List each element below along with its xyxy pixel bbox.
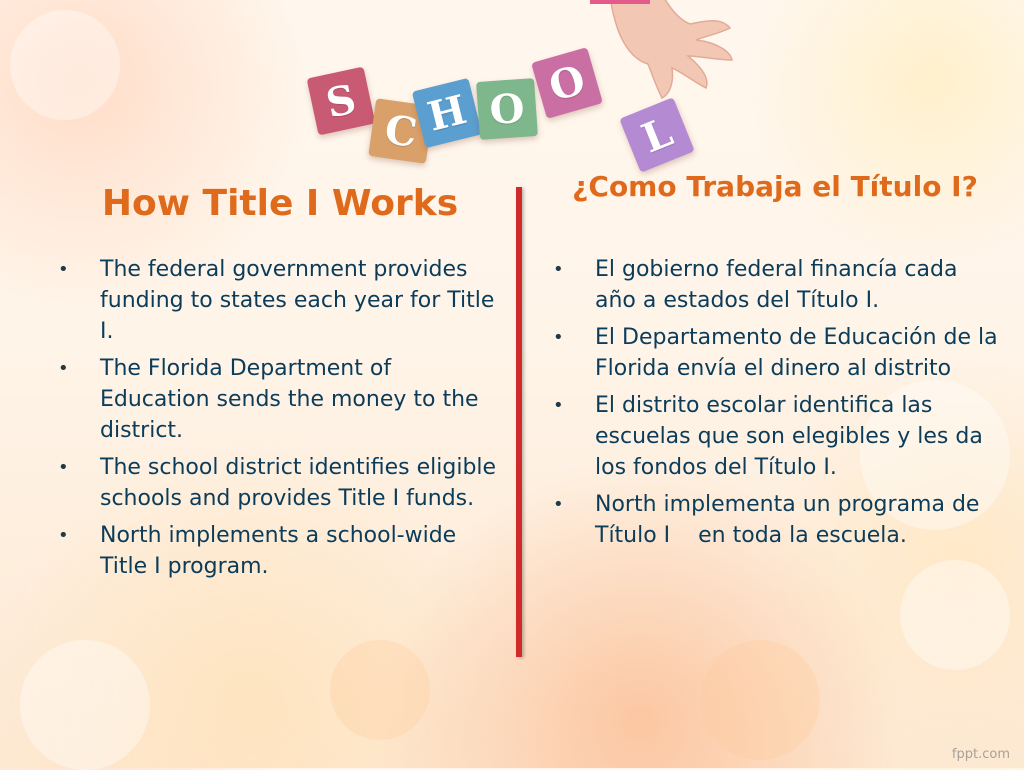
bullet-text: El distrito escolar identifica las escuelas que son elegibles y les da los fondos del Título I. <box>595 393 983 480</box>
right-column-title: ¿Como Trabaja el Título I? <box>572 170 978 203</box>
bokeh-circle <box>20 640 150 770</box>
bullet-text: The Florida Department of Education sends the money to the district. <box>100 356 479 443</box>
column-divider <box>516 187 522 657</box>
bullet-text: North implements a school-wide Title I program. <box>100 523 457 579</box>
list-item <box>58 520 503 582</box>
bullet-marker: • <box>553 327 564 348</box>
bullet-marker: • <box>58 358 69 379</box>
list-item <box>553 254 998 316</box>
bullet-text: El gobierno federal financía cada año a estados del Título I. <box>595 257 958 313</box>
bokeh-circle <box>900 560 1010 670</box>
left-column-title: How Title I Works <box>101 183 459 224</box>
bullet-marker: • <box>553 259 564 280</box>
bullet-marker: • <box>58 525 69 546</box>
right-bullet-list <box>553 254 998 557</box>
bokeh-circle <box>10 10 120 120</box>
list-item <box>553 390 998 483</box>
list-item <box>553 322 998 384</box>
letter-block: O <box>531 47 603 119</box>
left-bullet-list <box>58 254 503 588</box>
hand-image <box>590 0 740 120</box>
bullet-text: The federal government provides funding to states each year for Title I. <box>100 257 495 344</box>
list-item <box>58 353 503 446</box>
bokeh-circle <box>330 640 430 740</box>
bullet-text: The school district identifies eligible schools and provides Title I funds. <box>100 455 497 511</box>
letter-block: O <box>476 78 538 140</box>
list-item <box>553 489 998 551</box>
list-item <box>58 452 503 514</box>
bullet-marker: • <box>553 494 564 515</box>
letter-block: L <box>619 97 695 173</box>
bullet-marker: • <box>58 259 69 280</box>
watermark: fppt.com <box>951 747 1010 762</box>
bokeh-circle <box>700 640 820 760</box>
letter-block: C <box>368 98 434 164</box>
letter-block: S <box>307 67 376 136</box>
letter-block: H <box>412 78 482 148</box>
sleeve-cuff <box>590 0 650 4</box>
bullet-text: El Departamento de Educación de la Florida envía el dinero al distrito <box>595 325 998 381</box>
bullet-marker: • <box>553 395 564 416</box>
bullet-marker: • <box>58 457 69 478</box>
list-item <box>58 254 503 347</box>
bullet-text: North implementa un programa de Título I en toda la escuela. <box>595 492 987 548</box>
